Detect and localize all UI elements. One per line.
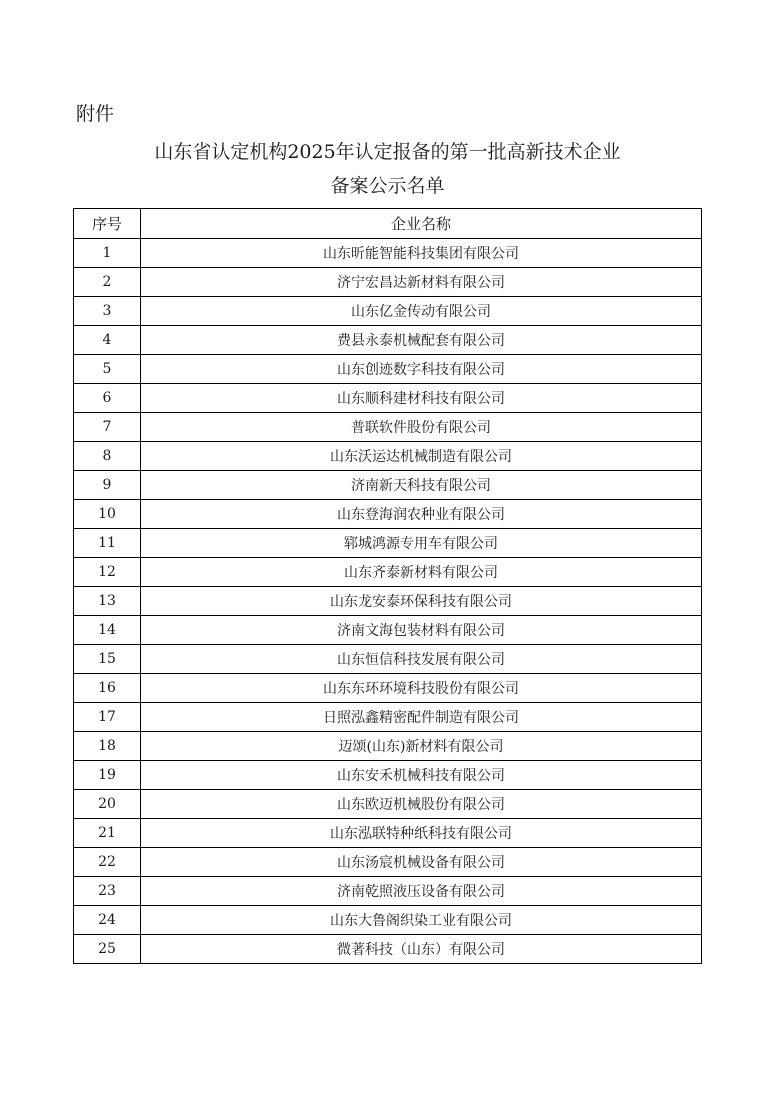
row-serial-number: 20 [74, 790, 141, 819]
row-company-name: 济南新天科技有限公司 [141, 471, 702, 500]
row-company-name: 山东汤宸机械设备有限公司 [141, 848, 702, 877]
row-serial-number: 6 [74, 384, 141, 413]
row-company-name: 山东亿金传动有限公司 [141, 297, 702, 326]
table-row [74, 935, 702, 964]
table-row [74, 268, 702, 297]
table-row [74, 703, 702, 732]
row-company-name: 山东顺科建材科技有限公司 [141, 384, 702, 413]
row-serial-number: 3 [74, 297, 141, 326]
row-company-name: 山东大鲁阁织染工业有限公司 [141, 906, 702, 935]
row-company-name: 山东泓联特种纸科技有限公司 [141, 819, 702, 848]
table-row [74, 558, 702, 587]
row-serial-number: 15 [74, 645, 141, 674]
table-row [74, 587, 702, 616]
row-company-name: 山东东环环境科技股份有限公司 [141, 674, 702, 703]
row-company-name: 山东恒信科技发展有限公司 [141, 645, 702, 674]
document-title: 山东省认定机构2025年认定报备的第一批高新技术企业 [154, 141, 621, 163]
row-serial-number: 13 [74, 587, 141, 616]
document-subtitle: 备案公示名单 [330, 175, 445, 197]
row-company-name: 微著科技（山东）有限公司 [141, 935, 702, 964]
row-company-name: 济宁宏昌达新材料有限公司 [141, 268, 702, 297]
table-row [74, 877, 702, 906]
row-company-name: 山东龙安泰环保科技有限公司 [141, 587, 702, 616]
row-serial-number: 17 [74, 703, 141, 732]
row-serial-number: 2 [74, 268, 141, 297]
table-row [74, 297, 702, 326]
row-company-name: 山东登海润农种业有限公司 [141, 500, 702, 529]
row-company-name: 山东沃运达机械制造有限公司 [141, 442, 702, 471]
row-company-name: 普联软件股份有限公司 [141, 413, 702, 442]
table-row [74, 906, 702, 935]
row-serial-number: 22 [74, 848, 141, 877]
row-company-name: 山东欧迈机械股份有限公司 [141, 790, 702, 819]
table-row [74, 732, 702, 761]
row-serial-number: 18 [74, 732, 141, 761]
table-row [74, 471, 702, 500]
row-company-name: 日照泓鑫精密配件制造有限公司 [141, 703, 702, 732]
table-row [74, 529, 702, 558]
table-row [74, 355, 702, 384]
row-serial-number: 9 [74, 471, 141, 500]
row-serial-number: 10 [74, 500, 141, 529]
row-serial-number: 24 [74, 906, 141, 935]
table-row [74, 645, 702, 674]
row-company-name: 山东创迹数字科技有限公司 [141, 355, 702, 384]
row-serial-number: 7 [74, 413, 141, 442]
table-row [74, 500, 702, 529]
row-serial-number: 14 [74, 616, 141, 645]
table-row [74, 384, 702, 413]
table-row [74, 790, 702, 819]
row-company-name: 费县永泰机械配套有限公司 [141, 326, 702, 355]
row-company-name: 迈颂(山东)新材料有限公司 [141, 732, 702, 761]
row-serial-number: 12 [74, 558, 141, 587]
row-company-name: 山东齐泰新材料有限公司 [141, 558, 702, 587]
table-row [74, 674, 702, 703]
row-serial-number: 25 [74, 935, 141, 964]
table-row [74, 616, 702, 645]
header-company-name: 企业名称 [141, 209, 702, 239]
row-serial-number: 11 [74, 529, 141, 558]
table-row [74, 819, 702, 848]
table-row [74, 326, 702, 355]
row-serial-number: 1 [74, 239, 141, 268]
row-serial-number: 4 [74, 326, 141, 355]
table-body [74, 239, 702, 964]
attachment-label: 附件 [76, 103, 115, 125]
table-row [74, 848, 702, 877]
table-row [74, 761, 702, 790]
header-serial-number: 序号 [74, 209, 141, 239]
row-serial-number: 8 [74, 442, 141, 471]
row-serial-number: 19 [74, 761, 141, 790]
table-row [74, 239, 702, 268]
row-company-name: 郓城鸿源专用车有限公司 [141, 529, 702, 558]
table-row [74, 442, 702, 471]
row-company-name: 济南文海包装材料有限公司 [141, 616, 702, 645]
row-serial-number: 23 [74, 877, 141, 906]
row-serial-number: 16 [74, 674, 141, 703]
row-serial-number: 21 [74, 819, 141, 848]
row-company-name: 济南乾照液压设备有限公司 [141, 877, 702, 906]
row-company-name: 山东安禾机械科技有限公司 [141, 761, 702, 790]
company-table [73, 208, 702, 964]
table-row [74, 413, 702, 442]
row-serial-number: 5 [74, 355, 141, 384]
table-header-row [74, 209, 702, 239]
row-company-name: 山东昕能智能科技集团有限公司 [141, 239, 702, 268]
